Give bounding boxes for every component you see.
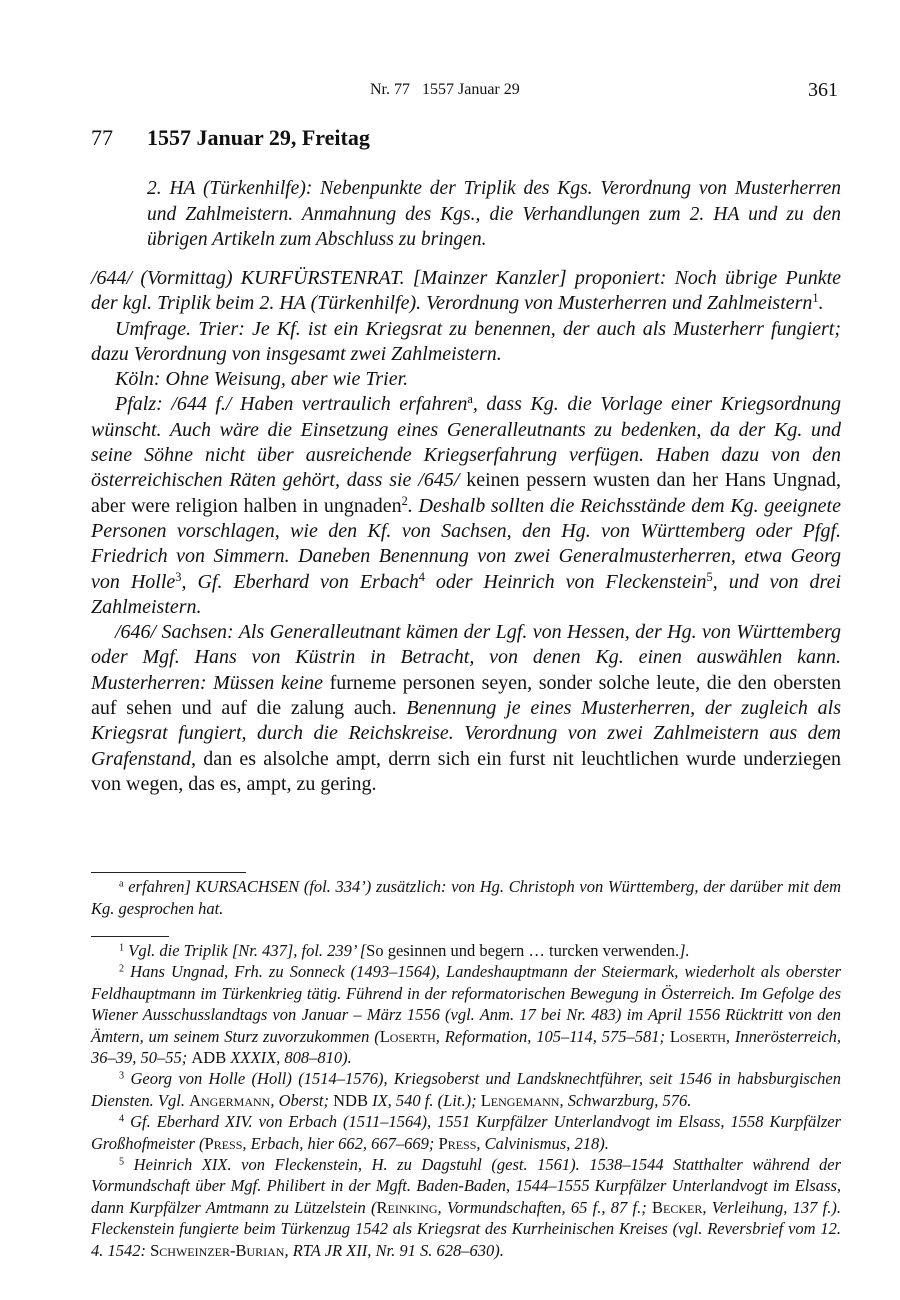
footnote-mark: 4 (119, 1113, 125, 1125)
main-text (91, 266, 841, 797)
footnotes-divider (91, 936, 169, 937)
text-span: Vgl. die Triplik [Nr. 437], fol. 239’ [ (128, 941, 367, 960)
apparatus-mark: a (119, 878, 124, 890)
author-name: Loserth (669, 1026, 726, 1046)
text-span: Gf. Eberhard XIV. von Erbach (1511–1564), 1551 Kurpfälzer Unterlandvogt im Elsass, 1558 Kurpfälzer Großhofmeister ( (91, 1112, 841, 1153)
text-span: , Reformation, 105–114, 575–581; (435, 1026, 670, 1046)
author-name: Reinking (376, 1197, 438, 1217)
footnote-1 (91, 940, 841, 961)
author-name: Becker (652, 1197, 703, 1217)
footnote-ref-3[interactable]: 3 (175, 569, 182, 584)
paragraph-sachsen (91, 620, 841, 797)
text-span: Heinrich XIX. von Fleckenstein, H. zu Dagstuhl (gest. 1561). 1538–1544 Statthalter während der Vormundschaft über Mgf. Philibert in der Mgft. Baden-Baden, 1544–1555 Kurpfälzer Unterlandvogt im Elsass, dann Kurpfälzer Amtmann zu Lützelstein ( (91, 1155, 841, 1217)
paragraph-pfalz (91, 392, 841, 620)
footnote-mark: 3 (119, 1070, 125, 1082)
author-name: Angermann (189, 1090, 271, 1110)
document-heading (91, 125, 370, 151)
running-head-date: 1557 Januar 29 (422, 81, 520, 98)
text-span: , und von drei Zahlmeistern. (91, 570, 841, 618)
text-span: IX, 540 f. (Lit.); (367, 1090, 481, 1110)
text-span: Pfalz: /644 f./ Haben vertraulich erfahren (115, 393, 468, 416)
text-span: . (818, 292, 824, 315)
page-number: 361 (808, 79, 838, 101)
document-date: 1557 Januar 29, Freitag (147, 125, 370, 150)
text-apparatus (91, 876, 841, 919)
author-name: Press (204, 1133, 243, 1153)
regest-summary: 2. HA (Türkenhilfe): Nebenpunkte der Triplik des Kgs. Verordnung von Musterherren und Zahlmeistern. Anmahnung des Kgs., die Verhandlungen zum 2. HA und zu den übrigen Artikeln zum Abschluss zu bringen. (147, 178, 841, 250)
apparatus-divider (91, 872, 246, 873)
text-span: , Schwarzburg, 576. (559, 1090, 692, 1110)
text-span: Georg von Holle (Holl) (1514–1576), Kriegsoberst und Landsknechtführer, seit 1546 in habsburgischen Diensten. Vgl. (91, 1069, 841, 1110)
running-head-number: Nr. 77 (370, 81, 410, 98)
quotation: furneme personen seyen, sonder solche leute, die den obersten auf sehen und auf die zalung auch. (91, 671, 841, 720)
text-span: , Verleihung, 137 f.). Fleckenstein fungierte beim Türkenzug 1542 als Kriegsrat des Kurrheinischen Kreises (vgl. Reversbrief vom 12. 4. 1542: (91, 1197, 841, 1260)
text-span: XXXIX, 808–810). (226, 1048, 352, 1068)
apparatus-ref-a[interactable]: a (467, 392, 473, 407)
paragraph-kurfuerstenrat (91, 266, 841, 317)
footnote-ref-4[interactable]: 4 (418, 569, 425, 584)
text-span: , Erbach, hier 662, 667–669; (242, 1133, 439, 1153)
footnote-2 (91, 961, 841, 1068)
author-name: Lengemann (480, 1090, 560, 1110)
abbreviation: NDB (333, 1090, 368, 1110)
paragraph-trier: Umfrage. Trier: Je Kf. ist ein Kriegsrat zu benennen, der auch als Musterherr fungiert; dazu Verordnung von insgesamt zwei Zahlmeistern. (91, 317, 841, 365)
footnote-mark: 1 (119, 942, 125, 954)
quotation: keinen pessern wusten dan her Hans Ungnad, aber were religion halben in ungnaden (91, 469, 841, 517)
quotation: So gesinnen und begern … turcken verwenden. (366, 941, 680, 960)
text-span: /644/ (Vormittag) KURFÜRSTENRAT. [Mainzer Kanzler] proponiert: Noch übrige Punkte der kgl. Triplik beim 2. HA (Türkenhilfe). Verordnung von Musterherren und Zahlmeistern (91, 267, 841, 315)
footnote-mark: 2 (119, 963, 125, 975)
text-span: , Oberst; (270, 1090, 334, 1110)
text-span: Hans Ungnad, Frh. zu Sonneck (1493–1564), Landeshauptmann der Steiermark, wiederholt als oberster Feldhauptmann im Türkenkrieg tätig. Führend in der reformatorischen Bewegung in Österreich. Im Gefolge des Wiener Ausschusslandtags von Januar – März 1556 (vgl. Anm. 17 bei Nr. 483) im April 1556 Rücktritt von den Ämtern, um seinem Sturz zuvorzukommen ( (91, 962, 842, 1046)
text-span: , Innerösterreich, 36–39, 50–55; (91, 1026, 841, 1068)
text-span: ]. (679, 941, 690, 960)
text-span: oder Heinrich von Fleckenstein (424, 570, 707, 593)
running-head (370, 81, 520, 99)
text-span: , dass Kg. die Vorlage einer Kriegsordnung wünscht. Auch wäre die Einsetzung eines Generalleutnants zu bedenken, da der Kg. und seine Söhne nicht über ausreichende Kriegserfahrung verfügen. Haben dazu von den österreichischen Räten gehört, dass sie /645/ (91, 393, 842, 492)
text-span: . Deshalb sollten die Reichsstände dem Kg. geeignete Personen vorschlagen, wie den Kf. von Sachsen, den Hg. von Württemberg oder Pfgf. Friedrich von Simmern. Daneben Benennung von zwei Generalmusterherren, etwa Georg von Holle (91, 494, 841, 593)
paragraph-koeln: Köln: Ohne Weisung, aber wie Trier. (115, 368, 409, 391)
footnote-5 (91, 1154, 841, 1261)
apparatus-note-a (91, 876, 841, 919)
text-span: , Vormundschaften, 65 f., 87 f.; (437, 1197, 652, 1217)
author-name: Schweinzer-Burian (150, 1240, 285, 1260)
footnote-3 (91, 1068, 841, 1111)
author-name: Press (438, 1133, 477, 1153)
text-span: /646/ Sachsen: Als Generalleutnant kämen der Lgf. von Hessen, der Hg. von Württemberg oder Mgf. Hans von Küstrin in Betracht, von denen Kg. einen auswählen kann. Musterherren: Müssen keine (91, 621, 841, 694)
author-name: Loserth (379, 1026, 436, 1046)
footnote-mark: 5 (119, 1156, 125, 1168)
abbreviation: ADB (191, 1048, 227, 1068)
footnotes (91, 940, 841, 1261)
document-number: 77 (91, 125, 113, 150)
footnote-4 (91, 1111, 841, 1154)
text-span: , RTA JR XII, Nr. 91 S. 628–630). (284, 1240, 504, 1260)
text-span: , Calvinismus, 218). (476, 1133, 609, 1153)
text-span: Benennung je eines Musterherren, der zugleich als Kriegsrat fungiert, durch die Reichskreise. Verordnung von zwei Zahlmeistern aus dem Grafenstand, (91, 697, 842, 770)
footnote-ref-1[interactable]: 1 (812, 291, 819, 306)
text-span: , Gf. Eberhard von Erbach (181, 570, 419, 593)
apparatus-text: erfahren] KURSACHSEN (fol. 334’) zusätzlich: von Hg. Christoph von Württemberg, der darüber mit dem Kg. gesprochen hat. (91, 877, 841, 918)
quotation: dan es alsolche ampt, derrn sich ein furst nit leuchtlichen wurde underziegen von wegen, das es, ampt, zu gering. (91, 747, 841, 795)
footnote-ref-2[interactable]: 2 (401, 493, 408, 508)
footnote-ref-5[interactable]: 5 (706, 569, 713, 584)
